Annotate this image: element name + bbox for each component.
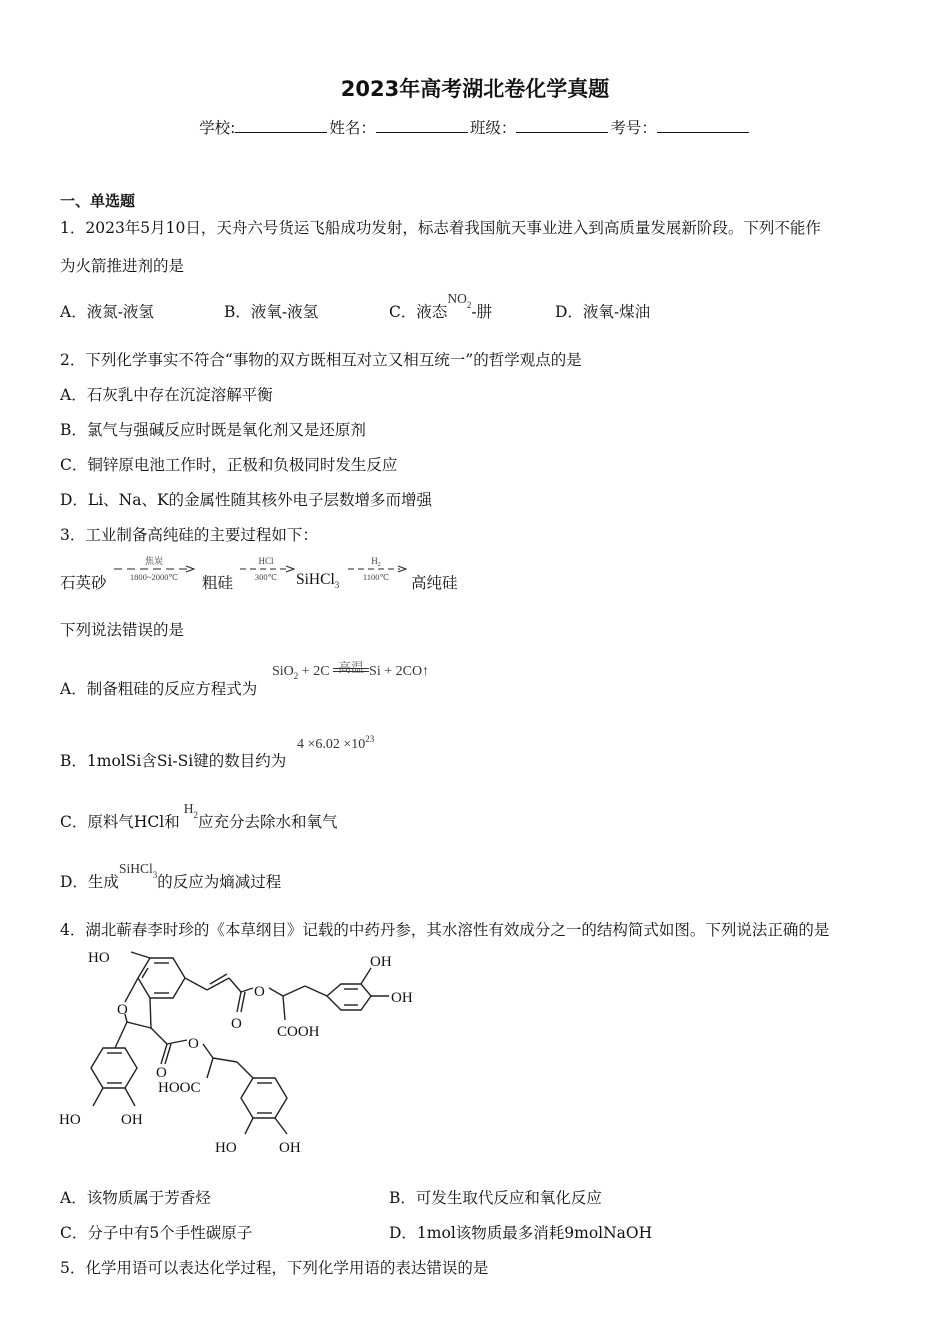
q3-option-c [60,801,338,832]
name-label: 姓名： [329,119,376,137]
q3-flow-arrow-2 [238,555,296,585]
q4-label-ester-o2: O [188,1036,199,1052]
q3-flow-arrow-1-bottom: 1800~2000℃ [129,572,179,582]
q3-option-d-sub: 3 [152,870,158,880]
q4-label-cooh: COOH [277,1024,320,1040]
school-label: 学校: [199,119,236,137]
q1-option-a: A．液氮-液氢 [60,303,154,321]
q3-option-c-h: H [183,801,194,816]
q3-option-d-text2: 的反应为熵减过程 [157,873,282,891]
q1-option-c-prefix: C．液态 [389,303,448,321]
q3-flow-mid2-sub: 3 [334,580,340,590]
q3-flow-arrow-3-bottom: 1100℃ [362,572,390,582]
q3-option-a: A．制备粗硅的反应方程式为 [60,680,258,698]
q3-flow-mid1: 粗硅 [202,574,234,592]
q4-label-hooc: HOOC [158,1080,201,1096]
q4-label-carbonyl-o1: O [231,1016,242,1032]
q3-flow-arrow-1 [112,555,196,585]
q1-stem-line1: 1．2023年5月10日，天舟六号货运飞船成功发射，标志着我国航天事业进入到高质量发展新阶段。下列不能作 [60,219,821,237]
q3-prompt: 下列说法错误的是 [60,621,185,639]
page-title: 2023年高考湖北卷化学真题 [340,77,610,101]
q3-eq-left: SiO [272,664,294,679]
q1-option-c-sub: 2 [466,300,472,310]
q3-option-d-text1: D．生成 [60,873,119,891]
q3-flow-arrow-3-top: $H_2$ [371,556,381,568]
q2-option-b: B．氯气与强碱反应时既是氧化剂又是还原剂 [60,421,366,439]
q3-eq-condition-block [333,661,369,676]
exam-no-label: 考号： [610,119,657,137]
exam-no-blank [657,118,749,133]
q3-eq-sub: 2 [293,671,299,681]
q2-option-c: C．铜锌原电池工作时，正极和负极同时发生反应 [60,456,398,474]
q3-flow-arrow-2-bottom: 300℃ [254,572,278,582]
q3-eq-right: Si + 2CO↑ [369,664,430,679]
q4-label-oh-left: OH [121,1112,143,1128]
q3-option-d [60,861,282,892]
q2-option-d: D．Li、Na、K的金属性随其核外电子层数增多而增强 [60,491,433,509]
q2-option-a: A．石灰乳中存在沉淀溶解平衡 [60,386,273,404]
q1-option-c [389,291,493,322]
q1-stem-line2: 为火箭推进剂的是 [60,257,185,275]
q3-option-c-text1: C．原料气HCl和 [60,813,180,831]
q4-label-ring-o: O [117,1002,128,1018]
q2-stem: 2．下列化学事实不符合“事物的双方既相互对立又相互统一”的哲学观点的是 [60,351,582,369]
section-heading: 一、单选题 [60,192,136,210]
q4-label-oh-right2: OH [391,990,413,1006]
q4-label-oh-bottom: OH [279,1140,301,1156]
q3-option-b-exponent: 23 [365,734,375,744]
q3-flow-start: 石英砂 [60,574,107,592]
student-info-line [0,116,950,138]
q3-option-c-sub: 2 [193,810,198,820]
q3-flow-end: 高纯硅 [411,574,458,592]
q4-option-d: D．1mol该物质最多消耗9molNaOH [389,1224,653,1242]
q3-eq-condition: 高温 [338,661,365,676]
q3-flow-mid2 [296,571,339,589]
name-blank [376,118,468,133]
school-blank [235,118,327,133]
q3-eq-double-line [333,668,369,672]
q3-stem: 3．工业制备高纯硅的主要过程如下： [60,526,318,544]
q3-option-c-text2: 应充分去除水和氧气 [197,813,338,831]
q3-option-a-equation [272,661,430,681]
q4-structure-diagram [55,940,435,1165]
q3-eq-plus: + 2C [298,664,330,679]
q3-option-b-mantissa: 4 ×6.02 ×10 [297,737,366,752]
q4-option-b: B．可发生取代反应和氧化反应 [389,1189,602,1207]
q4-stem: 4．湖北蕲春李时珍的《本草纲目》记载的中药丹参，其水溶性有效成分之一的结构简式如图。下列说法正确的是 [60,921,830,939]
q4-label-carbonyl-o2: O [156,1065,167,1081]
q3-flow-arrow-2-top: HCl [258,556,274,566]
q3-option-b: B．1molSi含Si-Si键的数目约为 [60,752,287,770]
q3-flow-arrow-1-top: 焦炭 [144,556,164,566]
q4-label-ho-top: HO [88,950,110,966]
q3-option-d-formula: SiHCl [118,861,153,876]
q4-label-ho-left: HO [59,1112,81,1128]
q3-flow-arrow-3 [346,555,408,585]
q1-option-b: B．液氧-液氢 [224,303,319,321]
q1-option-d: D．液氧-煤油 [555,303,651,321]
q3-option-b-number [297,734,375,753]
q5-stem: 5．化学用语可以表达化学过程，下列化学用语的表达错误的是 [60,1259,489,1277]
q4-option-c: C．分子中有5个手性碳原子 [60,1224,253,1242]
q4-label-ho-bottom: HO [215,1140,237,1156]
class-blank [516,118,608,133]
q3-flow-mid2-formula: SiHCl [296,571,335,588]
class-label: 班级： [469,119,517,137]
q4-label-ester-o1: O [254,984,265,1000]
q4-label-oh-right1: OH [370,954,392,970]
q1-option-c-formula: NO [447,291,467,306]
q1-option-c-suffix: -肼 [471,303,493,321]
q4-option-a: A．该物质属于芳香烃 [60,1189,211,1207]
